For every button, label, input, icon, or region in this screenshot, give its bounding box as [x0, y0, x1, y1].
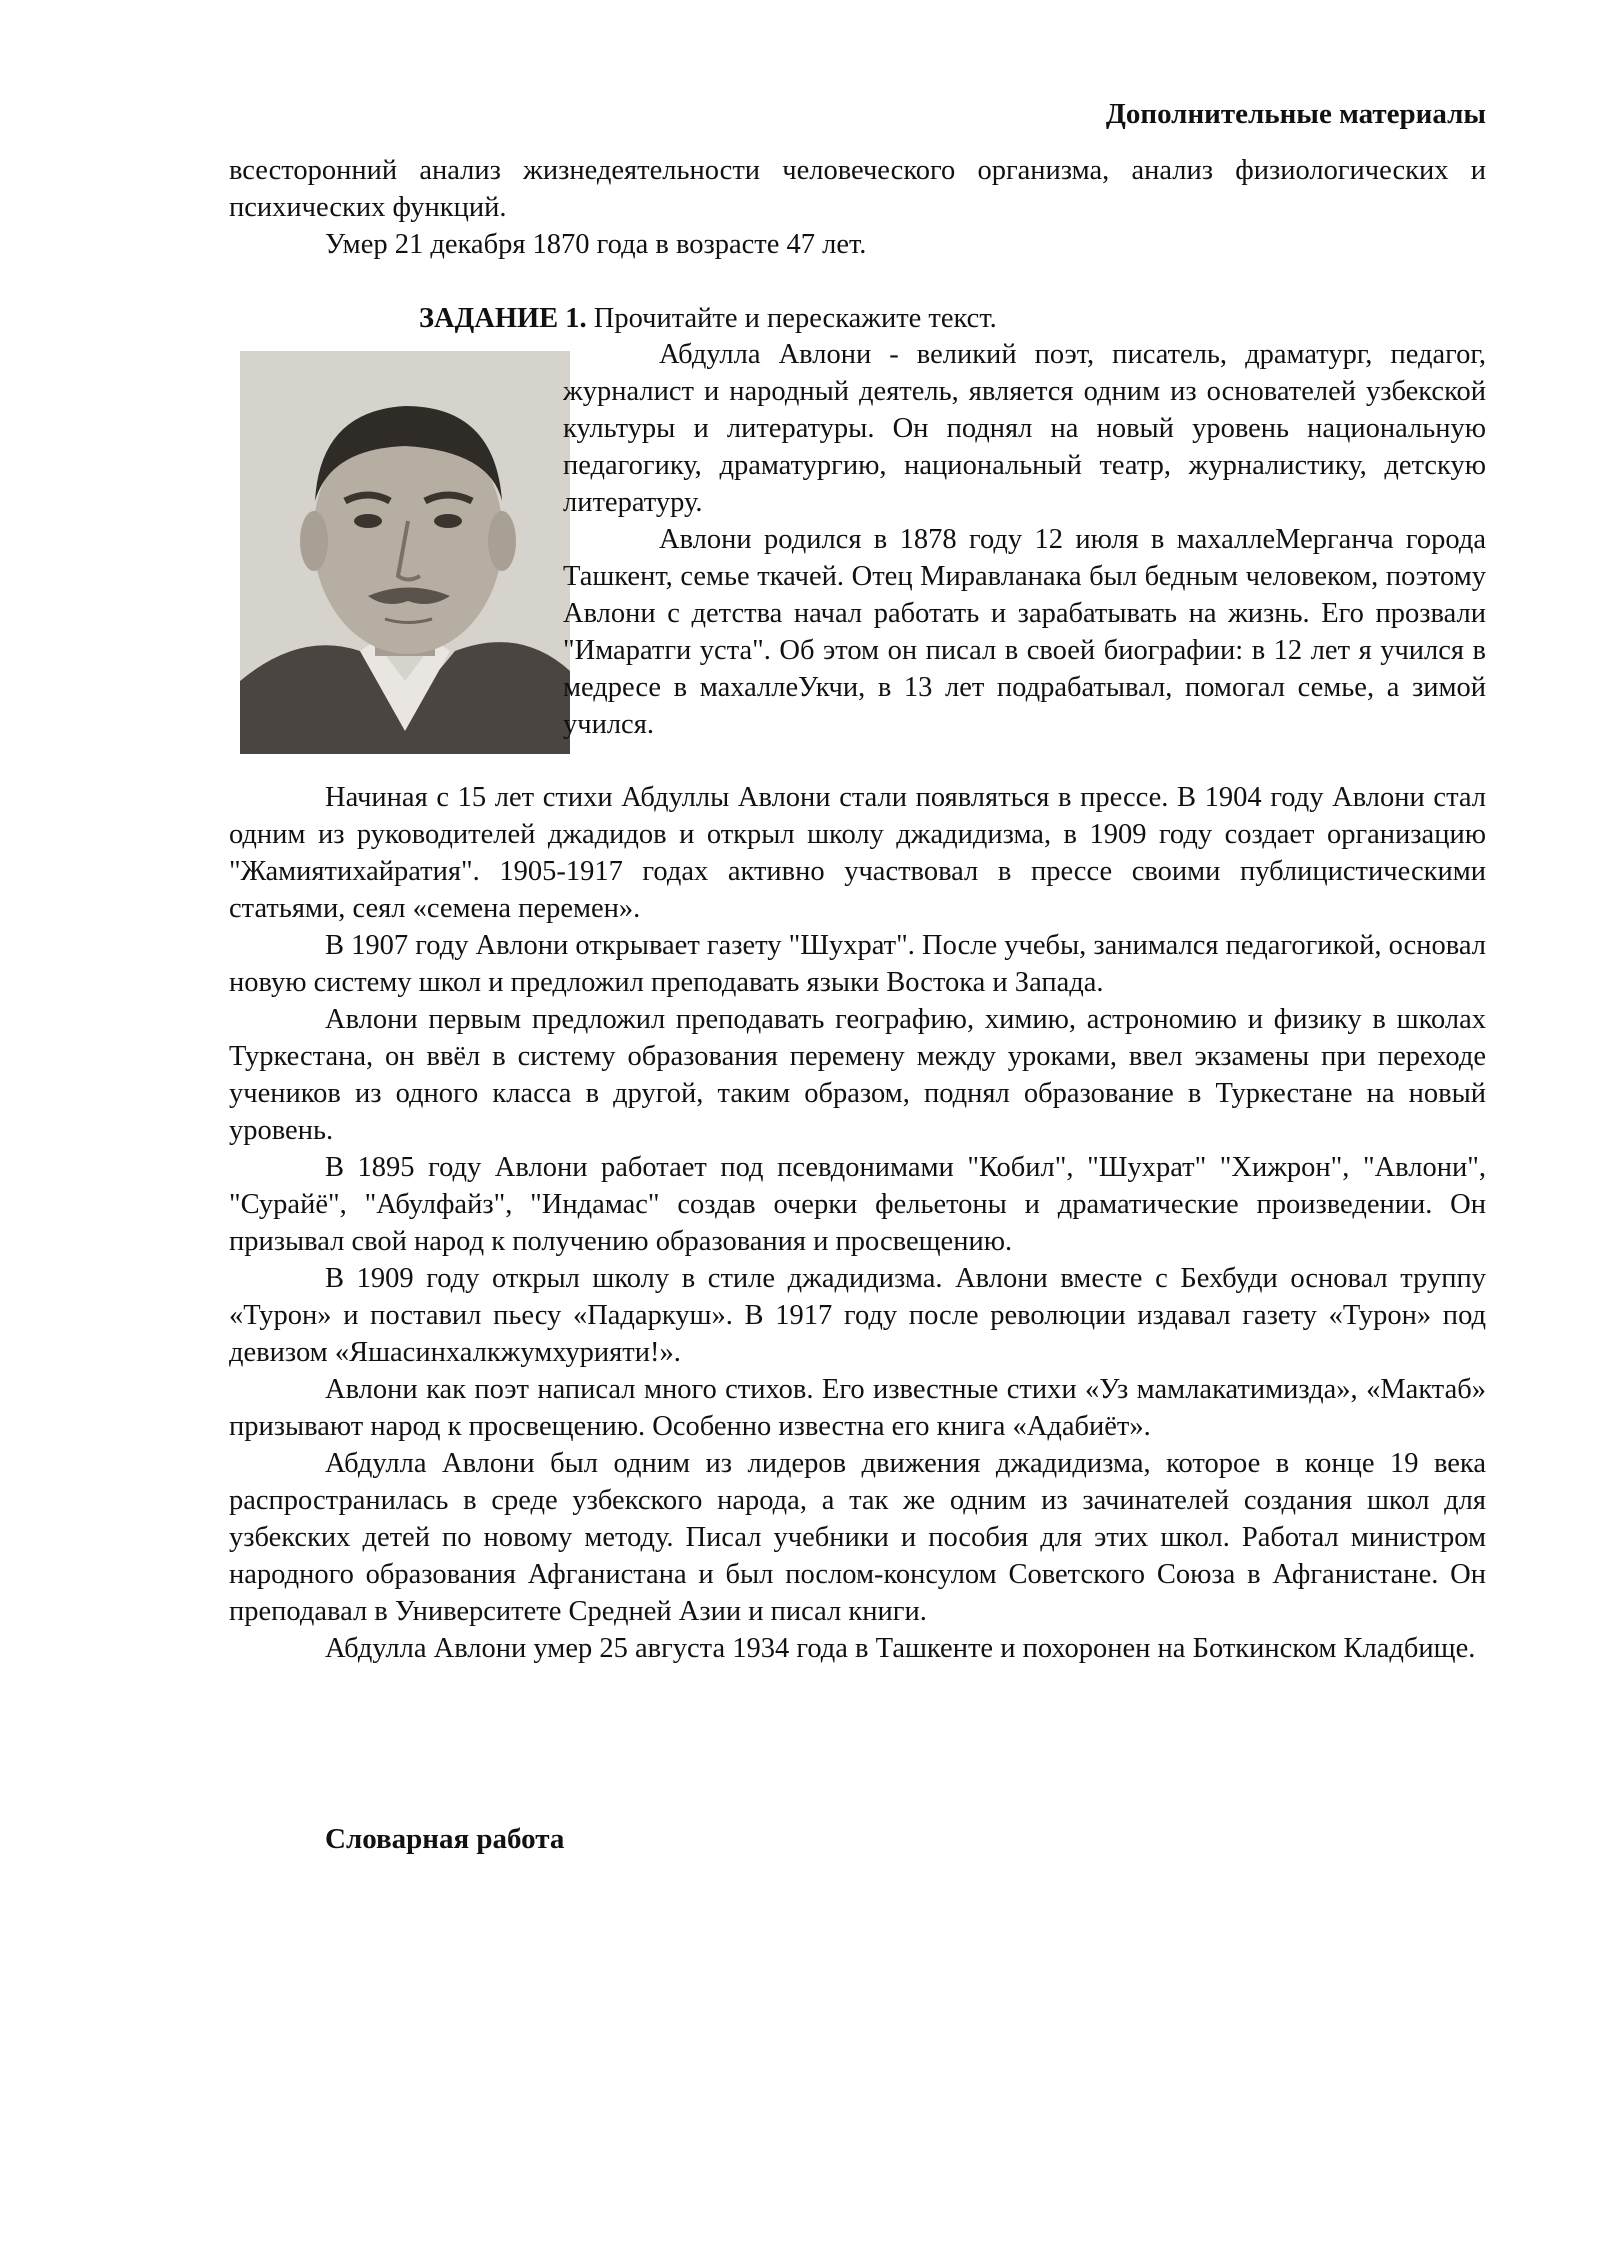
task-instruction: Прочитайте и перескажите текст.	[593, 303, 997, 334]
portrait-image	[240, 351, 570, 754]
paragraph: Абдулла Авлони умер 25 августа 1934 года в Ташкенте и похоронен на Боткинском Кладбище.	[325, 1633, 1476, 1664]
paragraph: В 1909 году открыл школу в стиле джадидизма. Авлони вместе с Бехбуди основал труппу «Турон» и поставил пьесу «Падаркуш». В 1917 году после революции издавал газету «Турон» под девизом «Яшасинхалкжумхурияти!».	[229, 1263, 1486, 1368]
intro-death: Умер 21 декабря 1870 года в возрасте 47 лет.	[325, 229, 867, 260]
task-heading	[419, 300, 997, 337]
paragraph: Начиная с 15 лет стихи Абдуллы Авлони стали появляться в прессе. В 1904 году Авлони стал одним из руководителей джадидов и открыл школу джадидизма, в 1909 году создает организацию "Жамиятихайратия". 1905-1917 годах активно участвовал в прессе своими публицистическими статьями, сеял «семена перемен».	[229, 782, 1486, 924]
paragraph: Авлони первым предложил преподавать географию, химию, астрономию и физику в школах Туркестана, он ввёл в систему образования перемену между уроками, ввел экзамены при переходе учеников из одного класса в другой, таким образом, поднял образование в Туркестане на новый уровень.	[229, 1004, 1486, 1146]
paragraph: В 1895 году Авлони работает под псевдонимами "Кобил", "Шухрат" "Хижрон", "Авлони", "Сурайё", "Абулфайз", "Индамас" создав очерки фельетоны и драматические произведении. Он призывал свой народ к получению образования и просвещению.	[229, 1152, 1486, 1257]
page-header: Дополнительные материалы	[1105, 98, 1486, 130]
task-label: ЗАДАНИЕ 1.	[419, 303, 587, 334]
intro-continuation: всесторонний анализ жизнедеятельности человеческого организма, анализ физиологических и психических функций.	[229, 155, 1486, 223]
portrait-photo	[240, 351, 570, 754]
paragraph: В 1907 году Авлони открывает газету "Шухрат". После учебы, занимался педагогикой, основал новую систему школ и предложил преподавать языки Востока и Запада.	[229, 930, 1486, 998]
paragraph-birth: Авлони родился в 1878 году 12 июля в махаллеМерганча города Ташкент, семье ткачей. Отец Миравланака был бедным человеком, поэтому Авлони с детства начал работать и зарабатывать на жизнь. Его прозвали "Имаратги уста". Об этом он писал в своей биографии: в 12 лет я учился в медресе в махаллеУкчи, в 13 лет подрабатывал, помогал семье, а зимой учился.	[563, 524, 1486, 740]
paragraph: Абдулла Авлони был одним из лидеров движения джадидизма, которое в конце 19 века распространилась в среде узбекского народа, а так же одним из зачинателей создания школ для узбекских детей по новому методу. Писал учебники и пособия для этих школ. Работал министром народного образования Афганистана и был послом-консулом Советского Союза в Афганистане. Он преподавал в Университете Средней Азии и писал книги.	[229, 1448, 1486, 1627]
paragraph: Авлони как поэт написал много стихов. Его известные стихи «Уз мамлакатимизда», «Мактаб» призывают народ к просвещению. Особенно известна его книга «Адабиёт».	[229, 1374, 1486, 1442]
main-text	[229, 779, 1486, 1667]
paragraph-intro: Абдулла Авлони - великий поэт, писатель, драматург, педагог, журналист и народный деятель, является одним из основателей узбекской культуры и литературы. Он поднял на новый уровень национальную педагогику, драматургию, национальный театр, журналистику, детскую литературу.	[563, 339, 1486, 518]
wrapped-text-block	[563, 336, 1486, 743]
document-page	[229, 0, 1486, 2262]
vocabulary-heading: Словарная работа	[325, 1823, 565, 1855]
